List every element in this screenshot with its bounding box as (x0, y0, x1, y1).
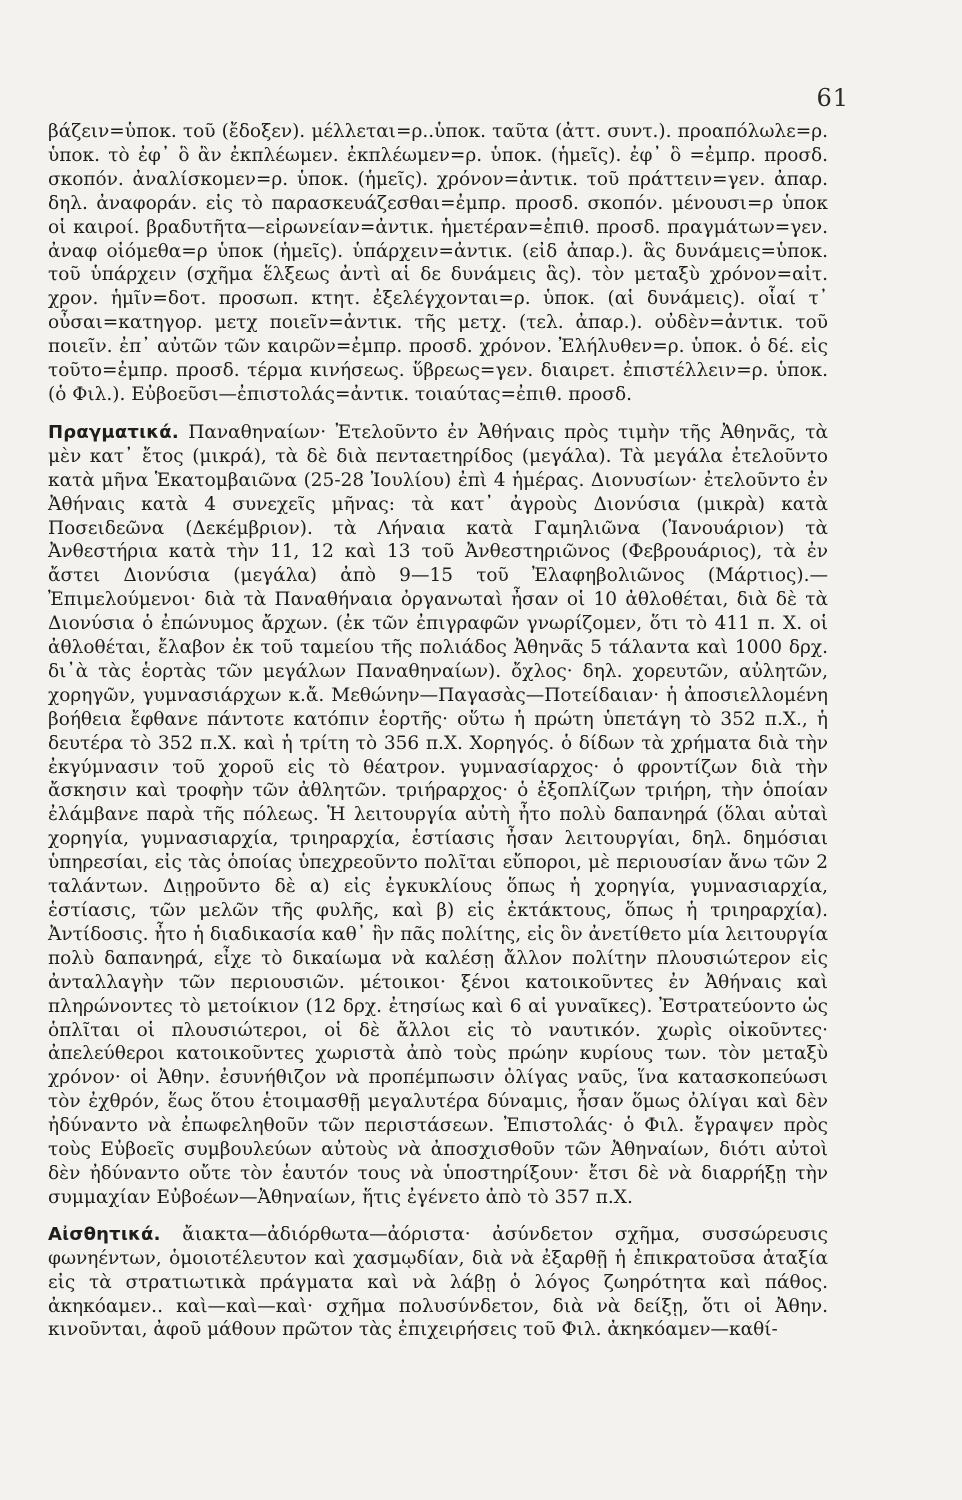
pragmatika-text: Παναθηναίων· Ἐτελοῦντο ἐν Ἀθήναις πρὸς τιμὴν τῆς Ἀθηνᾶς, τὰ μὲν κατ᾿ ἔτος (μικρά), τὰ δὲ διὰ πενταετηρίδος (μεγάλα). Τὰ μεγάλα ἐτελοῦντο κατὰ μῆνα Ἑκατομβαιῶνα (25-28 Ἰουλίου) ἐπὶ 4 ἡμέρας. Διονυσίων· ἐτελοῦντο ἐν Ἀθήναις κατὰ 4 συνεχεῖς μῆνας: τὰ κατ᾿ ἀγροὺς Διονύσια (μικρὰ) κατὰ Ποσειδεῶνα (Δεκέμβριον). τὰ Λήναια κατὰ Γαμηλιῶνα (Ἰανουάριον) τὰ Ἀνθεστήρια κατὰ τὴν 11, 12 καὶ 13 τοῦ Ἀνθεστηριῶνος (Φεβρουάριος), τὰ ἐν ἄστει Διονύσια (μεγάλα) ἀπὸ 9—15 τοῦ Ἐλαφηβολιῶνος (Μάρτιος).—Ἐπιμελούμενοι· διὰ τὰ Παναθήναια ὀργανωταὶ ἦσαν οἱ 10 ἀθλοθέται, διὰ δὲ τὰ Διονύσια ὁ ἐπώνυμος ἄρχων. (ἐκ τῶν ἐπιγραφῶν γνωρίζομεν, ὅτι τὸ 411 π. Χ. οἱ ἀθλοθέται, ἔλαβον ἐκ τοῦ ταμείου τῆς πολιάδος Ἀθηνᾶς 5 τάλαντα καὶ 1000 δρχ. δι᾿ὰ τὰς ἑορτὰς τῶν μεγάλων Παναθηναίων). ὄχλος· δηλ. χορευτῶν, αὐλητῶν, χορηγῶν, γυμνασιάρχων κ.ἄ. Μεθώνην—Παγασὰς—Ποτείδαιαν· ἡ ἀποσιελλομένη βοήθεια ἔφθανε πάντοτε κατόπιν ἑορτῆς· οὕτω ἡ πρώτη ὑπετάγη τὸ 352 π.Χ., ἡ δευτέρα τὸ 352 π.Χ. καὶ ἡ τρίτη τὸ 356 π.Χ. Χορηγός. ὁ δίδων τὰ χρήματα διὰ τὴν ἐκγύμνασιν τοῦ χοροῦ εἰς τὸ θέατρον. γυμνασίαρχος· ὁ φροντίζων διὰ τὴν ἄσκησιν καὶ τροφὴν τῶν ἀθλητῶν. τριήραρχος· ὁ ἐξοπλίζων τριήρη, τὴν ὁποίαν ἐλάμβανε παρὰ τῆς πόλεως. Ἡ λειτουργία αὐτὴ ἦτο πολὺ δαπανηρά (ὅλαι αὐταὶ χορηγία, γυμνασιαρχία, τριηραρχία, ἑστίασις ἦσαν λειτουργίαι, δηλ. δημόσιαι ὑπηρεσίαι, εἰς τὰς ὁποίας ὑπεχρεοῦντο πολῖται εὔποροι, μὲ περιουσίαν ἄνω τῶν 2 ταλάντων. Διῃροῦντο δὲ α) εἰς ἐγκυκλίους ὅπως ἡ χορηγία, γυμνασιαρχία, ἑστίασις, τῶν μελῶν τῆς φυλῆς, καὶ β) εἰς ἐκτάκτους, ὅπως ἡ τριηραρχία). Ἀντίδοσις. ἦτο ἡ διαδικασία καθ᾿ ἣν πᾶς πολίτης, εἰς ὃν ἀνετίθετο μία λειτουργία πολὺ δαπανηρά, εἶχε τὸ δικαίωμα νὰ καλέσῃ ἄλλον πολίτην πλουσιώτερον εἰς ἀνταλλαγὴν τῶν περιουσιῶν. μέτοικοι· ξένοι κατοικοῦντες ἐν Ἀθήναις καὶ πληρώνοντες τὸ μετοίκιον (12 δρχ. ἐτησίως καὶ 6 αἱ γυναῖκες). Ἐστρατεύοντο ὡς ὁπλῖται οἱ πλουσιώτεροι, οἱ δὲ ἄλλοι εἰς τὸ ναυτικόν. χωρὶς οἰκοῦντες· ἀπελεύθεροι κατοικοῦντες χωριστὰ ἀπὸ τοὺς πρώην κυρίους των. τὸν μεταξὺ χρόνον· οἱ Ἀθην. ἐσυνήθιζον νὰ προπέμπωσιν ὀλίγας ναῦς, ἵνα κατασκοπεύωσι τὸν ἐχθρόν, ἕως ὅτου ἑτοιμασθῇ μεγαλυτέρα δύναμις, ἦσαν ὅμως ὀλίγαι καὶ δὲν ἠδύναντο νὰ ἐπωφεληθοῦν τῶν περιστάσεων. Ἐπιστολάς· ὁ Φιλ. ἔγραψεν πρὸς τοὺς Εὐβοεῖς συμβουλεύων αὐτοὺς νὰ ἀποσχισθοῦν τῶν Ἀθηναίων, διότι αὐτοὶ δὲν ἠδύναντο οὔτε τὸν ἑαυτόν τους νὰ ὑποστηρίξουν· ἔτσι δὲ νὰ διαρρήξῃ τὴν συμμαχίαν Εὐβοέων—Ἀθηναίων, ἥτις ἐγένετο ἀπὸ τὸ 357 π.Χ. (48, 421, 829, 1208)
pragmatika-heading: Πραγματικά. (48, 421, 179, 443)
pragmatika-section (48, 421, 828, 1210)
aisthitika-section (48, 1223, 828, 1343)
lexical-notes: βάζειν=ὑποκ. τοῦ (ἔδοξεν). μέλλεται=ρ..ὑποκ. ταῦτα (ἀττ. συντ.). προαπόλωλε=ρ. ὑποκ. τὸ ἐφ᾿ ὃ ἂν ἐκπλέωμεν. ἐκπλέωμεν=ρ. ὑποκ. (ἡμεῖς). ἐφ᾿ ὃ =ἐμπρ. προσδ. σκοπόν. ἀναλίσκομεν=ρ. ὑποκ. (ἡμεῖς). χρόνον=ἀντικ. τοῦ πράττειν=γεν. ἀπαρ. δηλ. ἀναφοράν. εἰς τὸ παρασκευάζεσθαι=ἐμπρ. προσδ. σκοπόν. μένουσι=ρ ὑποκ οἱ καιροί. βραδυτῆτα—εἰρωνείαν=ἀντικ. ἡμετέραν=ἐπιθ. προσδ. πραγμάτων=γεν. ἀναφ οἰόμεθα=ρ ὑποκ (ἡμεῖς). ὑπάρχειν=ἀντικ. (εἰδ ἀπαρ.). ἃς δυνάμεις=ὑποκ. τοῦ ὑπάρχειν (σχῆμα ἕλξεως ἀντὶ αἱ δε δυνάμεις ἃς). τὸν μεταξὺ χρόνον=αἰτ. χρον. ἡμῖν=δοτ. προσωπ. κτητ. ἐξελέγχονται=ρ. ὑποκ. (αἱ δυνάμεις). οἷαί τ᾿ οὖσαι=κατηγορ. μετχ ποιεῖν=ἀντικ. τῆς μετχ. (τελ. ἀπαρ.). οὐδὲν=ἀντικ. τοῦ ποιεῖν. ἐπ᾿ αὐτῶν τῶν καιρῶν=ἐμπρ. προσδ. χρόνον. Ἐλήλυθεν=ρ. ὑποκ. ὁ δέ. εἰς τοῦτο=ἐμπρ. προσδ. τέρμα κινήσεως. ὕβρεως=γεν. διαιρετ. ἐπιστέλλειν=ρ. ὑποκ. (ὁ Φιλ.). Εὐβοεῦσι—ἐπιστολάς=ἀντικ. τοιαύτας=ἐπιθ. προσδ. (48, 121, 828, 405)
page-number: 61 (816, 84, 849, 112)
aisthitika-heading: Αἰσθητικά. (48, 1223, 161, 1245)
aisthitika-text: ἄιακτα—ἀδιόρθωτα—ἀόριστα· ἀσύνδετον σχῆμα, συσσώρευσις φωνηέντων, ὁμοιοτέλευτον καὶ χασμῳδίαν, διὰ νὰ ἐξαρθῇ ἡ ἐπικρατοῦσα ἀταξία εἰς τὰ στρατιωτικὰ πράγματα καὶ νὰ λάβῃ ὁ λόγος ζωηρότητα καὶ πάθος. ἀκηκόαμεν.. καὶ—καὶ—καὶ· σχῆμα πολυσύνδετον, διὰ νὰ δείξῃ, ὅτι οἱ Ἀθην. κινοῦνται, ἀφοῦ μάθουν πρῶτον τὰς ἐπιχειρήσεις τοῦ Φιλ. ἀκηκόαμεν—καθί- (48, 1223, 828, 1341)
page-body (48, 120, 828, 1342)
